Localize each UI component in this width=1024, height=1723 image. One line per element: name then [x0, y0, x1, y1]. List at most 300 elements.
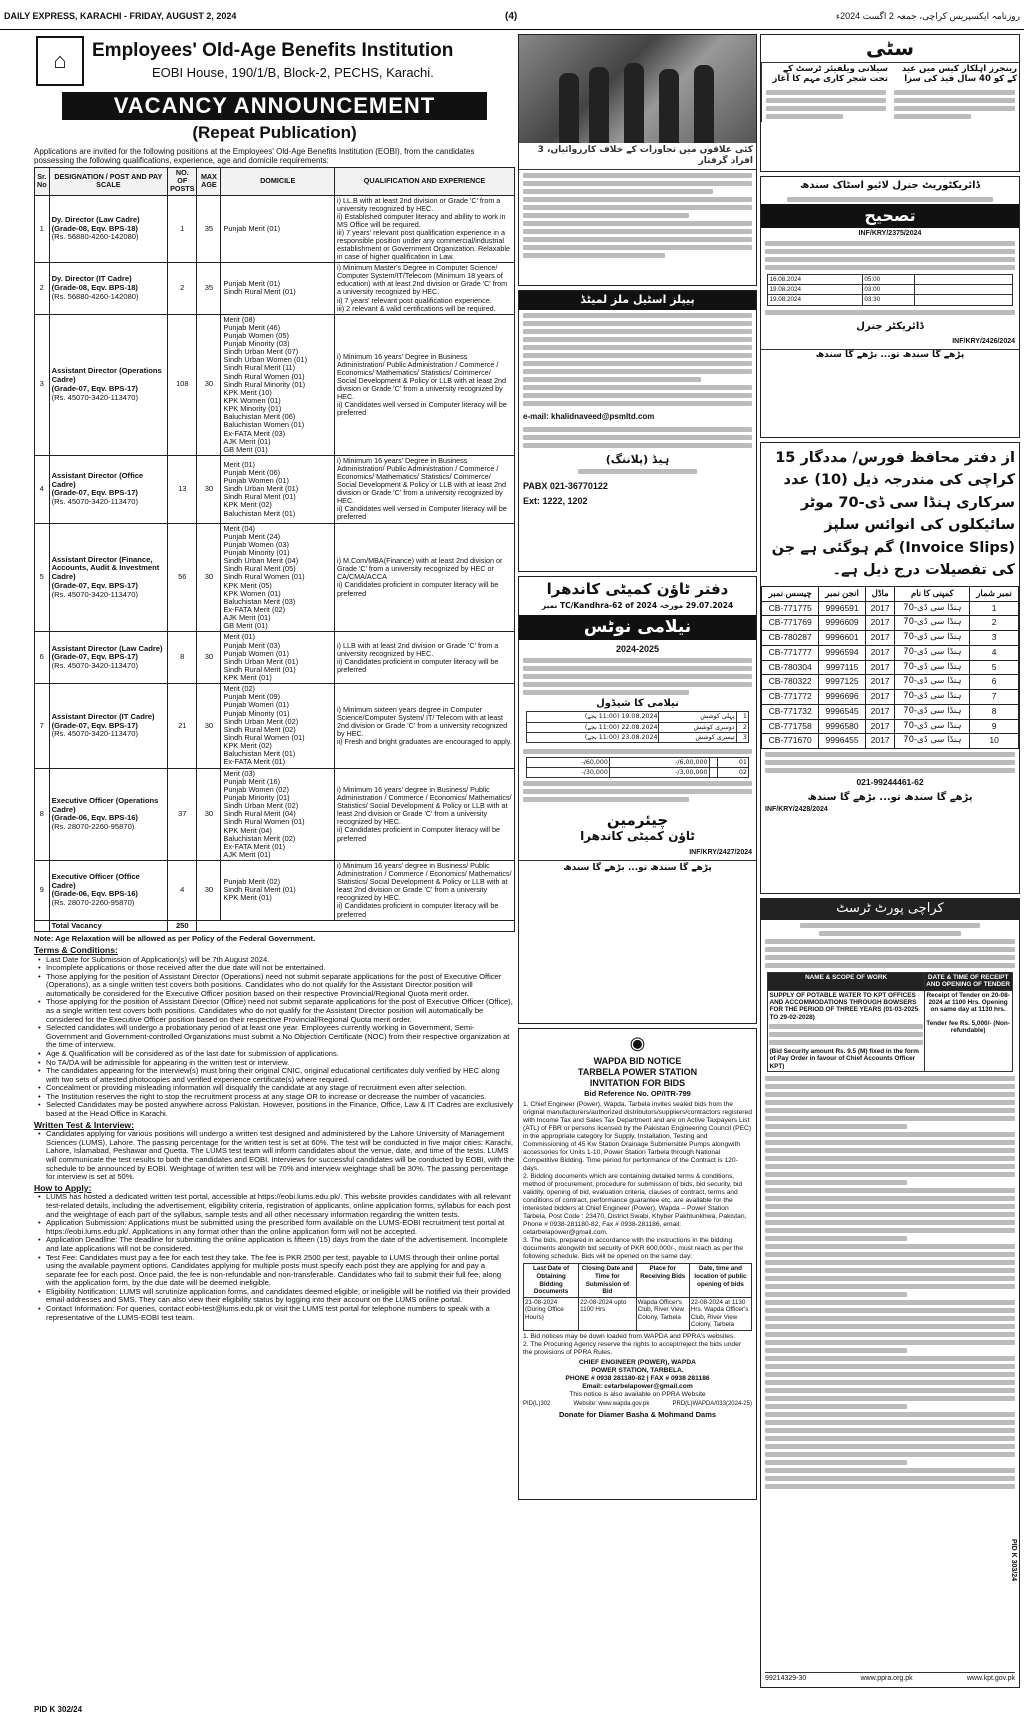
apply-item: • Application Submission: Applications must be submitted using the prescribed form available on the LUMS-EOBI recruitment test portal at https://eobi.lums.edu.pk/. Applications in any format other than the online application form will not be accepted.: [38, 1219, 515, 1236]
kpt-bid: (Bid Security amount Rs. 9.5 (M) fixed in the form of Pay Order in favour of Chief Accounts Officer KPT): [769, 1048, 919, 1070]
domicile-list: Merit (02) Punjab Merit (09) Punjab Women (01) Punjab Minority (01) Sindh Urban Merit (02) Sindh Rural Merit (02) Sindh Rural Women (01) KPK Merit (02) Baluchistan Merit (01) Ex-FATA Merit (01): [223, 684, 305, 767]
wapda-sched-header: Place for Receiving Bids: [636, 1264, 689, 1297]
wapda-note-1: 1. Bid notices may be down loaded from WAPDA and PPRA's websites.: [523, 1332, 736, 1340]
posts-count: 13: [168, 456, 197, 524]
right-column: [760, 34, 1020, 1714]
motorcycle-row: [762, 675, 1019, 690]
qualification-cell: [334, 684, 514, 768]
steel-title: پیپلز اسٹیل ملز لمیٹڈ: [519, 291, 756, 310]
table-header-cell: MAX AGE: [197, 167, 221, 195]
fee-n: 01: [717, 757, 748, 767]
apply-item: • LUMS has hosted a dedicated written test portal, accessible at https://eobi.lums.edu.pk/. This website provides candidates with all relevant test-related details, including the advertisement, eligibility criteria, registration of applicants, online application forms, syllabus for each post and the weightage of each part of the syllabus, sample tests and all other necessary information regarding the written tests.: [38, 1193, 515, 1219]
fee-amount: 3,00,000/-: [609, 768, 709, 778]
dg-inf: INF/KRY/2426/2024: [952, 338, 1015, 346]
qualification-text: i) LLB with at least 2nd division or Grade 'C' from a university recognized by HEC. ii) Candidates proficient in computer literacy will be preferred: [336, 640, 499, 674]
domicile-cell: [221, 456, 335, 524]
eobi-pid: PID K 302/24: [34, 1704, 83, 1714]
designation-title: Executive Officer (Office Cadre): [51, 871, 140, 890]
wapda-logo-icon: ◉: [629, 1033, 646, 1053]
max-age: 30: [197, 632, 221, 684]
max-age: 30: [197, 523, 221, 632]
sr-no: 7: [35, 684, 50, 768]
model-year: 2017: [865, 704, 895, 719]
qualification-cell: [334, 314, 514, 455]
fee-row: [527, 768, 749, 778]
auction-years: 2024-2025: [615, 644, 660, 655]
kpt-pid: PID K 303/24: [1010, 1539, 1017, 1582]
model-year: 2017: [865, 675, 895, 690]
domicile-list: Merit (03) Punjab Merit (16) Punjab Women (02) Punjab Minority (01) Sindh Urban Merit (02) Sindh Rural Merit (04) Sindh Rural Women (01) KPK Merit (04) Baluchistan Merit (02) Ex-FATA Merit (01) AJK Merit (01): [223, 768, 305, 860]
domicile-cell: [221, 263, 335, 314]
designation-grade: (Grade-07, Eqv. BPS-17): [51, 488, 138, 498]
dg-title: ڈائریکٹوریٹ جنرل لائیو اسٹاک سندھ: [800, 180, 980, 191]
table-row: [35, 195, 515, 263]
motorcycle-header-cell: ماڈل: [865, 586, 895, 601]
qualification-cell: [334, 456, 514, 524]
make: ہنڈا سی ڈی-70: [895, 704, 970, 719]
city-header: سٹی: [761, 35, 1019, 63]
qualification-text: i) M.Com/MBA(Finance) with at least 2nd division or Grade 'C' from a university recognized by HEC or CA/CMA/ACCA ii) Candidates proficient in computer literacy will be preferred: [336, 556, 503, 598]
designation-cell: [49, 632, 168, 684]
total-value: 250: [168, 920, 197, 932]
kandhra-inf: INF/KRY/2427/2024: [689, 849, 752, 857]
table-row: [35, 314, 515, 455]
kpt-web[interactable]: www.ppra.org.pk: [860, 1674, 913, 1682]
qualification-text: i) Minimum Master's Degree in Computer Science/ Computer System/IT/Telecom (Minimum 18 years of education) with at least 2nd division or Grade 'C' from a university recognized by HEC. ii) 7 years' relevant post qualification experience. iii) 2 relevant & valid certifications will be required.: [336, 263, 508, 313]
dg-date-1: 16.08.2024: [768, 274, 863, 284]
qualification-text: i) Minimum 16 years' Degree in Business Administration/ Public Administration / Commerce / Economics/ Mathematics/ Statistics/ Commerce/ Social Development & Policy or LLB with at least 2nd division or Grade 'C' from a university recognized by HEC. ii) Candidates well versed in Computer literacy will be preferred: [336, 351, 507, 418]
wapda-title-3: INVITATION FOR BIDS: [589, 1078, 686, 1089]
model-year: 2017: [865, 719, 895, 734]
fee-deposit: 60,000/-: [527, 757, 610, 767]
total-row: [35, 920, 515, 932]
posts-count: 1: [168, 195, 197, 263]
designation-title: Dy. Director (IT Cadre): [51, 274, 132, 284]
sr-no: 4: [35, 456, 50, 524]
make: ہنڈا سی ڈی-70: [895, 660, 970, 675]
sr-no: 9: [35, 861, 50, 920]
domicile-cell: [221, 195, 335, 263]
posts-count: 21: [168, 684, 197, 768]
table-row: [35, 263, 515, 314]
designation-title: Assistant Director (IT Cadre): [51, 711, 155, 721]
designation-cell: [49, 523, 168, 632]
vacancy-notes: [34, 935, 515, 1322]
kpt-work: SUPPLY OF POTABLE WATER TO KPT OFFICES AND ACCOMMODATIONS THROUGH BOWSERS FOR THE PERIOD OF THREE YEARS (01-03-2025 TO 29-02-2028): [769, 991, 919, 1021]
motorcycle-row: [762, 719, 1019, 734]
masthead-date: DAILY EXPRESS, KARACHI - FRIDAY, AUGUST 2, 2024: [4, 11, 237, 21]
wapda-para-1: 1. Chief Engineer (Power), Wapda, Tarbela invites sealed bids from the original manufacturers/authorized distributors/suppliers/contractors registered with Income Tax and Sales Tax Department and are on Active Taxpayers List (ATL) of FBR or persons licensed by the Pakistan Engineering Council (PEC) in the appropriate category for Supply, Installation, Testing and Commissioning of 45 Kw Station Drainage Submersible Pumps alongwith accessories for Units 1-10, Power Station Tarbela through National Competitive Bidding. Time period for performance of the Contract is 120-days.: [523, 1100, 752, 1173]
auction-date: 22.08.2024 (11:00 بجے): [527, 722, 659, 732]
make: ہنڈا سی ڈی-70: [895, 719, 970, 734]
test-list: [34, 1130, 515, 1181]
masthead-urdu: روزنامہ ایکسپریس کراچی، جمعہ 2 اگست 2024ء: [835, 11, 1020, 21]
auction-name: پہلی کوشش: [659, 712, 736, 722]
table-row: [35, 523, 515, 632]
wapda-schedule-table: [523, 1263, 752, 1330]
chassis-no: CB-780304: [762, 660, 819, 675]
engine-no: 9996609: [819, 616, 865, 631]
table-header-cell: DESIGNATION / POST AND PAY SCALE: [49, 167, 168, 195]
auction-n: 1: [736, 712, 748, 722]
wapda-donate: Donate for Diamer Basha & Mohmand Dams: [558, 1410, 717, 1420]
middle-column: [518, 34, 757, 1714]
designation-cell: [49, 768, 168, 861]
row-n: 6: [970, 675, 1019, 690]
wapda-title-2: TARBELA POWER STATION: [577, 1066, 698, 1077]
engine-no: 9997125: [819, 675, 865, 690]
designation-grade: (Grade-07, Eqv. BPS-17): [51, 652, 138, 662]
make: ہنڈا سی ڈی-70: [895, 734, 970, 749]
auction-schedule-title: نیلامی کا شیڈول: [596, 697, 679, 709]
max-age: 30: [197, 314, 221, 455]
wapda-pid: PID(L)302: [523, 1401, 551, 1408]
wapda-bid-notice: [518, 1028, 757, 1500]
designation-grade: (Grade-07, Eqv. BPS-17): [51, 580, 138, 590]
apply-item: • Test Fee: Candidates must pay a fee for each test they take. The fee is PKR 2500 per test, payable to LUMS through their online portal using the available payment options. Candidates applying for multiple posts must specify each post they are applying for and pay a separate fee for each post. Once paid, the fee is non-refundable and non-transferable. Candidates who fail to submit their full fee, along with the application form, by the due date will be deemed ineligible.: [38, 1254, 515, 1288]
posts-count: 37: [168, 768, 197, 861]
make: ہنڈا سی ڈی-70: [895, 690, 970, 705]
chassis-no: CB-771758: [762, 719, 819, 734]
domicile-cell: [221, 632, 335, 684]
designation-cell: [49, 263, 168, 314]
engine-no: 9996601: [819, 631, 865, 646]
motorcycle-row: [762, 631, 1019, 646]
wapda-para-3: 3. The bids, prepared in accordance with the instructions in the bidding documents alongwith bid security of PKR 600,000/-, must reach as per the following schedule. Bids will be opened on the same day:: [523, 1237, 744, 1261]
apply-item: • Eligibility Notification: LUMS will scrutinize application forms, and candidates deemed eligible, or ineligible will be notified via their provided email addresses and SMS. They can also view their eligibility status by logging into their account on the LUMS online portal.: [38, 1288, 515, 1305]
max-age: 35: [197, 195, 221, 263]
vacancy-subtitle: (Repeat Publication): [192, 123, 357, 142]
term-item: • Those applying for the position of Assistant Director (Operations) need not submit separate applications for the post of Executive Officer (Operations), as a single written test covers both positions. Candidates who do not qualify for the Assistant Director position will automatically be considered for the Executive Officer position based on their respective Provincial/Regional Quota merit order.: [38, 973, 515, 999]
model-year: 2017: [865, 690, 895, 705]
engine-no: 9997115: [819, 660, 865, 675]
wapda-sched-header: Date, time and location of public opening of bids: [689, 1264, 751, 1297]
wapda-website[interactable]: Website: www.wapda.gov.pk: [573, 1401, 650, 1408]
wapda-prd: PRD(L)WAPDA/033(2024-25): [672, 1401, 752, 1408]
term-item: • Incomplete applications or those received after the due date will not be entertained.: [38, 964, 515, 973]
kpt-web-2[interactable]: www.kpt.gov.pk: [966, 1674, 1015, 1682]
slogan-right-1: پڑھے گا سندھ تو... بڑھے گا سندھ: [761, 349, 1019, 360]
row-n: 2: [970, 616, 1019, 631]
engine-no: 9996580: [819, 719, 865, 734]
term-item: • No TA/DA will be admissible for appearing in the written test or interview.: [38, 1059, 515, 1068]
designation-pay: (Rs. 28070-2260-95870): [51, 898, 135, 908]
term-item: • Selected Candidates may be posted anywhere across Pakistan. However, positions in the Finance, Office, Law & IT Cadres are exclusively based at the Head Office in Karachi.: [38, 1101, 515, 1118]
news-photo: [519, 35, 756, 143]
designation-title: Dy. Director (Law Cadre): [51, 214, 140, 224]
qualification-text: i) Minimum 16 years' Degree in Business Administration/ Public Administration / Commerce / Economics/ Mathematics/ Statistics/ Commerce/ Social Development & Policy or LLB with at least 2nd division or Grade 'C' from a university recognized by HEC. ii) Candidates well versed in Computer literacy will be preferred: [336, 456, 507, 522]
max-age: 30: [197, 768, 221, 861]
make: ہنڈا سی ڈی-70: [895, 645, 970, 660]
chassis-no: CB-780322: [762, 675, 819, 690]
designation-pay: (Rs. 45070-3420-113470): [51, 661, 138, 671]
wapda-title-1: WAPDA BID NOTICE: [593, 1055, 682, 1066]
table-row: [35, 684, 515, 768]
model-year: 2017: [865, 660, 895, 675]
motorcycle-row: [762, 616, 1019, 631]
chassis-no: CB-771732: [762, 704, 819, 719]
apply-title: How to Apply:: [34, 1182, 92, 1193]
designation-pay: (Rs. 45070-3420-113470): [51, 497, 138, 506]
fee-n: 02: [717, 768, 748, 778]
fee-amount: 6,00,000/-: [609, 757, 709, 767]
wapda-para-2: 2. Bidding documents which are containing detailed terms & conditions, method of procurement, procedure for submission of bids, bid security, bid validity, opening of bid, evaluation criteria, clauses of contract, terms and conditions of contract, performance guarantee etc. are available for the interested bidders at Chief Engineer (Power), Wapda – Power Station Tarbela, Post Code : 23470, District Swabi, Khyber Pakhtunkhwa, Pakistan, Phone # 0938-281180-82, Fax # 0938-281186, email: cetarbelapower@gmail.com.: [523, 1173, 747, 1237]
eobi-header: [34, 34, 515, 90]
engine-no: 9996594: [819, 645, 865, 660]
designation-grade: (Grade-06, Eqv. BPS-16): [51, 813, 138, 823]
designation-cell: [49, 456, 168, 524]
auction-row: [527, 712, 749, 722]
apply-list: [34, 1193, 515, 1322]
apply-item: • Application Deadline: The deadline for submitting the online application is fifteen (15) days from the date of the advertisement. Incomplete and late applications will not be considered.: [38, 1236, 515, 1253]
dg-sign: ڈائریکٹر جنرل: [856, 320, 924, 332]
motorcycle-row: [762, 734, 1019, 749]
row-n: 9: [970, 719, 1019, 734]
table-row: [35, 861, 515, 920]
kpt-contact: 99214329-30: [765, 1674, 807, 1682]
row-n: 4: [970, 645, 1019, 660]
chassis-no: CB-771772: [762, 690, 819, 705]
qualification-cell: [334, 768, 514, 861]
model-year: 2017: [865, 734, 895, 749]
wapda-sched-cell: Wapda Officer's Club, River View Colony, Tarbela: [636, 1297, 689, 1330]
engine-no: 9996591: [819, 601, 865, 616]
domicile-list: Merit (04) Punjab Merit (24) Punjab Women (03) Punjab Minority (01) Sindh Urban Merit (04) Sindh Rural Merit (05) Sindh Rural Women (01) KPK Merit (05) KPK Women (01) Baluchistan Merit (03) Ex-FATA Merit (02) AJK Merit (01) GB Merit (01): [223, 523, 305, 631]
dg-date-3: 19.08.2024: [768, 295, 863, 305]
dg-ref: INF/KRY/2375/2024: [858, 229, 922, 237]
row-n: 3: [970, 631, 1019, 646]
table-row: [35, 768, 515, 861]
qualification-cell: [334, 263, 514, 314]
auction-schedule-table: [526, 711, 749, 743]
domicile-list: Punjab Merit (01) Sindh Rural Merit (01): [223, 279, 296, 297]
fee-deposit: 30,000/-: [527, 768, 610, 778]
wapda-sign-3: PHONE # 0938 281180-82 | FAX # 0938 281186: [565, 1374, 710, 1382]
table-header-cell: QUALIFICATION AND EXPERIENCE: [334, 167, 514, 195]
kpt-tender-notice: [760, 898, 1020, 1688]
posts-count: 2: [168, 263, 197, 314]
row-n: 5: [970, 660, 1019, 675]
slogan-middle: پڑھے گا سندھ تو... بڑھے گا سندھ: [519, 860, 756, 873]
wapda-sign-1: CHIEF ENGINEER (POWER), WAPDA: [578, 1358, 697, 1366]
make: ہنڈا سی ڈی-70: [895, 601, 970, 616]
domicile-list: Punjab Merit (01): [223, 223, 281, 233]
row-n: 1: [970, 601, 1019, 616]
designation-pay: (Rs. 56880-4260-142080): [51, 232, 139, 242]
eobi-address: EOBI House, 190/1/B, Block-2, PECHS, Karachi.: [152, 65, 434, 80]
motorcycle-header-cell: کمپنی کا نام: [895, 586, 970, 601]
designation-title: Assistant Director (Law Cadre): [51, 643, 163, 653]
police-invoice-notice: [760, 442, 1020, 894]
posts-count: 8: [168, 632, 197, 684]
engine-no: 9996696: [819, 690, 865, 705]
dg-time-2: 03:00: [863, 285, 915, 295]
domicile-list: Merit (08) Punjab Merit (46) Punjab Women (05) Punjab Minority (03) Sindh Urban Merit (07) Sindh Urban Women (01) Sindh Rural Merit (11) Sindh Rural Women (01) Sindh Rural Minority (01) KPK Merit (10) KPK Women (01) KPK Minority (01) Baluchistan Merit (06) Baluchistan Women (01) Ex-FATA Merit (03) AJK Merit (01) GB Merit (01): [223, 314, 308, 454]
sr-no: 8: [35, 768, 50, 861]
domicile-cell: [221, 684, 335, 768]
total-label: Total Vacancy: [49, 920, 168, 932]
domicile-cell: [221, 861, 335, 920]
designation-grade: (Grade-07, Eqv. BPS-17): [51, 720, 138, 730]
news-headline: کئی علاقوں میں تجاوزات کے خلاف کارروائیاں، 3 افراد گرفتار: [519, 143, 756, 170]
designation-grade: (Grade-08, Eqv. BPS-18): [51, 283, 138, 293]
auction-row: [527, 732, 749, 742]
chassis-no: CB-771670: [762, 734, 819, 749]
qualification-cell: [334, 632, 514, 684]
make: ہنڈا سی ڈی-70: [895, 616, 970, 631]
domicile-cell: [221, 768, 335, 861]
sr-no: 5: [35, 523, 50, 632]
designation-pay: (Rs. 45070-3420-113470): [51, 729, 138, 739]
auction-name: تیسری کوشش: [659, 732, 736, 742]
livestock-corrigendum: [760, 176, 1020, 438]
fee-row: [527, 757, 749, 767]
model-year: 2017: [865, 616, 895, 631]
chairman: چیئرمین: [606, 811, 669, 830]
wapda-sched-header: Last Date of Obtaining Bidding Documents: [524, 1264, 579, 1297]
motorcycle-row: [762, 660, 1019, 675]
motorcycle-row: [762, 704, 1019, 719]
police-headline: از دفتر محافظ فورس/ مددگار 15 کراچی کی مندرجہ ذیل (10) عدد سرکاری ہنڈا سی ڈی-70 موٹر سائیکلوں کی انوائس سلپز (Invoice Slips) گم ہوگئی ہے جن کی تفصیلات درج ذیل ہے۔: [771, 450, 1015, 579]
designation-title: Assistant Director (Finance, Accounts, Audit & Investment Cadre): [51, 554, 160, 582]
wapda-sched-cell: 22-08-2024 upto 1100 Hrs: [579, 1297, 637, 1330]
term-item: • Selected candidates will undergo a probationary period of at least one year. Employees currently working in Government, Semi-Government and Government-controlled Organizations must submit a No Objection Certificate (NOC) from their respective organization at the time of interview.: [38, 1024, 515, 1050]
qualification-text: i) Minimum 16 years' degree in Business/ Public Administration / Commerce / Economics/ Mathematics/ Statistics/ Social Development & Policy or LLB with at least 2nd division or Grade 'C' from a university recognized by HEC. ii) Candidates proficient in Computer literacy will be preferred: [336, 785, 512, 843]
steel-pabx: PABX 021-36770122: [523, 481, 608, 492]
designation-cell: [49, 314, 168, 455]
qualification-text: i) Minimum sixteen years degree in Computer Science/Computer System/ IT/ Telecom with at least 2nd division or Grade 'C' from a university recognized by HEC. ii) Fresh and bright graduates are encouraged to apply.: [336, 704, 512, 746]
kpt-col-2: DATE & TIME OF RECEIPT AND OPENING OF TENDER: [924, 972, 1012, 990]
max-age: 30: [197, 861, 221, 920]
domicile-cell: [221, 314, 335, 455]
steel-sign: ہیڈ (پلاننگ): [605, 452, 670, 466]
qualification-cell: [334, 861, 514, 920]
designation-pay: (Rs. 56880-4260-142080): [51, 291, 139, 301]
term-item: • Those applying for the position of Assistant Director (Office) need not submit separate applications for the post of Executive Officer (Office), as a single written test covers both positions. Candidates who do not qualify for the Assistant Director position will automatically be considered for the Executive Officer position based on their respective Provincial/Regional Quota merit order.: [38, 998, 515, 1024]
posts-count: 108: [168, 314, 197, 455]
chassis-no: CB-771769: [762, 616, 819, 631]
designation-grade: (Grade-08, Eqv. BPS-18): [51, 223, 138, 233]
vacancy-title: VACANCY ANNOUNCEMENT: [62, 92, 487, 120]
wapda-sign-4: Email: cetarbelapower@gmail.com: [582, 1383, 693, 1390]
vacancy-table: [34, 167, 515, 932]
motorcycle-header: [762, 586, 1019, 601]
dg-date-2: 19.08.2024: [768, 285, 863, 295]
domicile-list: Merit (01) Punjab Merit (06) Punjab Women (01) Sindh Urban Merit (01) Sindh Rural Merit (01) KPK Merit (02) Baluchistan Merit (01): [223, 459, 299, 518]
wapda-sched-cell: 21-08-2024 (During Office Hours): [524, 1297, 579, 1330]
apply-item: • Contact Information: For queries, contact eobi-test@lums.edu.pk or visit the LUMS test portal for telephone numbers to speak with a representative of the LUMS-EOBI test team.: [38, 1305, 515, 1322]
city-headline-1: رینجرز اہلکار کیس میں عید کے کو 40 سال قید کی سزا: [901, 64, 1017, 84]
engine-no: 9996545: [819, 704, 865, 719]
max-age: 30: [197, 684, 221, 768]
qualification-cell: [334, 195, 514, 263]
slogan-right-2: پڑھے گا سندھ تو... بڑھے گا سندھ: [807, 792, 973, 803]
auction-n: 3: [736, 732, 748, 742]
kandhra-auction-notice: [518, 576, 757, 1024]
dg-time-3: 03:30: [863, 295, 915, 305]
designation-title: Assistant Director (Office Cadre): [51, 470, 144, 489]
motorcycle-header-cell: انجن نمبر: [819, 586, 865, 601]
row-n: 8: [970, 704, 1019, 719]
max-age: 35: [197, 263, 221, 314]
row-n: 7: [970, 690, 1019, 705]
engine-no: 9996455: [819, 734, 865, 749]
eobi-name: Employees' Old-Age Benefits Institution: [92, 40, 454, 61]
chassis-no: CB-771777: [762, 645, 819, 660]
eobi-advertisement: [34, 34, 515, 1714]
city-news: [760, 34, 1020, 172]
auction-date: 19.08.2024 (11:00 بجے): [527, 712, 659, 722]
vacancy-table-header: [35, 167, 515, 195]
designation-pay: (Rs. 45070-3420-113470): [51, 589, 138, 599]
kandhra-title: دفتر ٹاؤن کمیٹی کاندھرا: [546, 580, 729, 598]
auction-n: 2: [736, 722, 748, 732]
qualification-text: i) LL.B with at least 2nd division or Grade 'C' from a university recognized by HEC. ii) Established computer literacy and ability to work in MS Office will be required. iii) 7 years' relevant post qualification experience in a responsible position under any commercial/industrial establishment or Government Organization. Relaxable in case of higher qualification in Law.: [336, 195, 510, 262]
designation-grade: (Grade-06, Eqv. BPS-16): [51, 889, 138, 899]
posts-count: 56: [168, 523, 197, 632]
vacancy-intro: Applications are invited for the following positions at the Employees' Old-Age Benefits Institution (EOBI), from the candidates possessing the following qualifications, experience, age and domicile requirements:: [34, 146, 475, 165]
age-note: Note: Age Relaxation will be allowed as per Policy of the Federal Government.: [34, 934, 316, 944]
make: ہنڈا سی ڈی-70: [895, 631, 970, 646]
table-row: [35, 456, 515, 524]
police-inf: INF/KRY/2428/2024: [765, 805, 828, 813]
motorcycle-header-cell: چیسس نمبر: [762, 586, 819, 601]
sr-no: 6: [35, 632, 50, 684]
masthead: [0, 0, 1024, 30]
auction-name: دوسری کوشش: [659, 722, 736, 732]
designation-grade: (Grade-07, Eqv. BPS-17): [51, 383, 138, 393]
steel-ext: Ext: 1222, 1202: [523, 495, 588, 506]
posts-count: 4: [168, 861, 197, 920]
designation-title: Executive Officer (Operations Cadre): [51, 795, 159, 814]
wapda-ppra: This notice is also available on PPRA Website: [569, 1391, 706, 1399]
wapda-sched-cell: 22-08-2024 at 1130 Hrs. Wapda Officer's Club, River View Colony, Tarbela: [689, 1297, 751, 1330]
table-row: [35, 632, 515, 684]
model-year: 2017: [865, 631, 895, 646]
news-photo-story: [518, 34, 757, 286]
designation-pay: (Rs. 28070-2260-95870): [51, 822, 135, 832]
motorcycle-row: [762, 645, 1019, 660]
wapda-sched-header: Closing Date and Time for Submission of Bid: [579, 1264, 637, 1297]
steel-email: e-mail: khalidnaveed@psmltd.com: [523, 411, 655, 421]
motorcycle-header-cell: نمبر شمار: [970, 586, 1019, 601]
page-number: (4): [505, 11, 518, 22]
wapda-note-2: 2. The Procuring Agency reserve the rights to accept/reject the bids under the provisions of PPRA Rules.: [523, 1340, 742, 1356]
kandhra-footer: ٹاؤن کمیٹی کاندھرا: [580, 828, 695, 843]
designation-title: Assistant Director (Operations Cadre): [51, 366, 162, 385]
sr-no: 3: [35, 314, 50, 455]
terms-list: [34, 956, 515, 1119]
auction-fee-table: [526, 757, 749, 778]
model-year: 2017: [865, 601, 895, 616]
auction-title: نیلامی نوٹس: [519, 615, 756, 641]
max-age: 30: [197, 456, 221, 524]
eobi-logo-icon: ⌂: [36, 36, 84, 86]
test-title: Written Test & Interview:: [34, 1119, 134, 1130]
term-item: • Last Date for Submission of Application(s) will be 7th August 2024.: [38, 956, 515, 965]
row-n: 10: [970, 734, 1019, 749]
dg-time-1: 05:00: [863, 274, 915, 284]
domicile-cell: [221, 523, 335, 632]
model-year: 2017: [865, 645, 895, 660]
test-item: • Candidates applying for various positions will undergo a written test designed and administered by the Lahore University of Management Sciences (LUMS), Lahore. The passing percentage for the written test is set at 60%. The test will be conducted in five major cities: Karachi, Lahore, Islamabad, Peshawar and Quetta. The LUMS test team will inform candidates about the venue, date, and time of the tests. LUMS will communicate the test results to both the candidates and EOBI. Interviews for successful candidates will be conducted by EOBI, with the schedule to be announced by EOBI. Weightage of written test will be 70% and interview weightage shall be 30%. The passing percentage for interview is set at 50%.: [38, 1130, 515, 1181]
term-item: • The Institution reserves the right to stop the recruitment process at any stage OR to increase or decrease the number of vacancies.: [38, 1093, 515, 1102]
motorcycle-row: [762, 690, 1019, 705]
sr-no: 1: [35, 195, 50, 263]
table-header-cell: DOMICILE: [221, 167, 335, 195]
term-item: • Concealment or providing misleading information will disqualify the candidate at any stage of recruitment even after selection.: [38, 1084, 515, 1093]
kpt-fee: Tender fee Rs. 5,000/- (Non-refundable): [926, 1019, 1010, 1035]
